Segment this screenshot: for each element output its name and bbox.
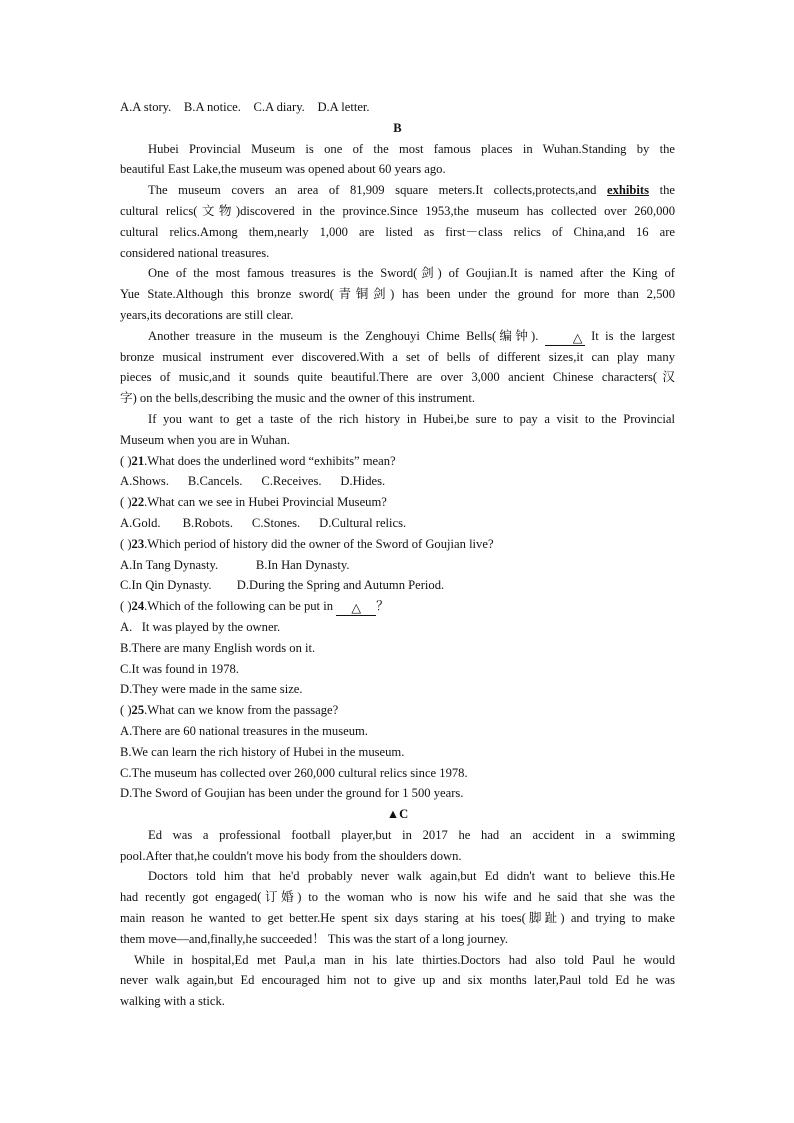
para-b4-line4: 字) on the bells,describing the music and the owner of this instrument.	[120, 391, 476, 406]
para-b3-line2: Yue State.Although this bronze sword(青铜剑) has been under the ground for more than 2,500	[120, 287, 675, 302]
blank-triangle: △	[545, 331, 585, 346]
question-text: .Which period of history did the owner of the Sword of Goujian live?	[144, 536, 494, 551]
option: C.Stones.	[251, 515, 301, 530]
option: D.The Sword of Goujian has been under the ground for 1 500 years.	[120, 786, 464, 801]
para-b4-text-before: Another treasure in the museum is the Zenghouyi Chime Bells(编钟).	[148, 328, 539, 343]
para-b2-text-after: the	[659, 183, 675, 198]
para-b4-line2: bronze musical instrument ever discovered.With a set of bells of different sizes,it can play many	[120, 349, 675, 364]
option: D.Cultural relics.	[319, 515, 407, 530]
para-b1-line2: beautiful East Lake,the museum was opened about 60 years ago.	[120, 162, 446, 177]
option: B.Robots.	[182, 515, 234, 530]
option: D.During the Spring and Autumn Period.	[236, 578, 445, 593]
option-c: C.A diary.	[253, 100, 305, 114]
answer-bracket[interactable]: ( )	[120, 599, 132, 614]
para-c2-line3: main reason he wanted to get better.He spent six days staring at his toes(脚趾) and trying to make	[120, 911, 675, 926]
option-b: B.A notice.	[183, 100, 241, 114]
option: C.In Qin Dynasty.	[120, 578, 212, 593]
para-c3-line1: While in hospital,Ed met Paul,a man in his late thirties.Doctors had also told Paul he would	[134, 952, 675, 967]
option: A.There are 60 national treasures in the museum.	[120, 723, 368, 738]
para-b2-text-before: The museum covers an area of 81,909 square meters.It collects,protects,and	[148, 183, 597, 198]
question-number: 23	[131, 536, 145, 551]
para-b3-line3: years,its decorations are still clear.	[120, 307, 294, 322]
blank-triangle: △	[336, 601, 376, 616]
answer-bracket[interactable]: ( )	[120, 453, 132, 468]
option: D.Hides.	[340, 474, 386, 489]
option: B.Cancels.	[187, 474, 243, 489]
option: C.Receives.	[261, 474, 322, 489]
question-number: 24	[131, 599, 145, 614]
question-text: .Which of the following can be put in	[144, 599, 333, 614]
option-d: D.A letter.	[317, 100, 370, 114]
document-page	[120, 97, 675, 1012]
underlined-word-exhibits: exhibits	[607, 183, 650, 198]
answer-bracket[interactable]: ( )	[120, 703, 132, 718]
answer-bracket[interactable]: ( )	[120, 536, 132, 551]
para-c3-line2: never walk again,but Ed encouraged him not to give up and six months later,Paul told Ed he was	[120, 973, 675, 988]
option: A.Gold.	[120, 515, 161, 530]
question-23	[120, 534, 675, 555]
question-23-options-row1	[120, 555, 675, 576]
para-b3-line1: One of the most famous treasures is the Sword(剑) of Goujian.It is named after the King of	[148, 266, 675, 281]
header-options	[120, 97, 675, 118]
question-24	[120, 596, 675, 617]
para-c3-line3: walking with a stick.	[120, 994, 225, 1009]
question-text: .What does the underlined word “exhibits” mean?	[144, 453, 396, 468]
question-number: 21	[131, 453, 145, 468]
question-23-options-row2	[120, 575, 675, 596]
answer-bracket[interactable]: ( )	[120, 495, 132, 510]
para-b2-line2: cultural relics(文物)discovered in the province.Since 1953,the museum has collected over 260,000	[120, 203, 675, 218]
option: A.In Tang Dynasty.	[120, 557, 219, 572]
option: A.Shows.	[120, 474, 169, 489]
para-b2-line4: considered national treasures.	[120, 245, 270, 260]
para-b2-line1	[120, 180, 675, 201]
para-b5-line2: Museum when you are in Wuhan.	[120, 432, 290, 447]
para-b4-line1	[120, 326, 675, 347]
option: D.They were made in the same size.	[120, 682, 303, 697]
question-number: 22	[131, 495, 145, 510]
para-c1-line1: Ed was a professional football player,but in 2017 he had an accident in a swimming	[148, 827, 675, 842]
option: B.We can learn the rich history of Hubei in the museum.	[120, 744, 405, 759]
section-c-title: ▲C	[386, 807, 409, 822]
question-22	[120, 492, 675, 513]
para-b5-line1: If you want to get a taste of the rich history in Hubei,be sure to pay a visit to the Provincial	[148, 411, 675, 426]
section-b-title: B	[393, 120, 402, 135]
para-c2-line4: them move—and,finally,he succeeded！ This was the start of a long journey.	[120, 931, 509, 946]
option: A. It was played by the owner.	[120, 619, 281, 634]
question-21-options	[120, 471, 675, 492]
question-number: 25	[131, 703, 145, 718]
option: B.In Han Dynasty.	[255, 557, 350, 572]
question-text: .What can we see in Hubei Provincial Museum?	[144, 495, 387, 510]
question-25	[120, 700, 675, 721]
question-22-options	[120, 513, 675, 534]
para-b2-line3: cultural relics.Among them,nearly 1,000 are listed as first－class relics of China,and 16 are	[120, 224, 675, 239]
para-b4-line3: pieces of music,and it sounds quite beautiful.There are over 3,000 ancient Chinese characters(汉	[120, 370, 675, 385]
option: B.There are many English words on it.	[120, 640, 316, 655]
option: C.It was found in 1978.	[120, 661, 239, 676]
para-c2-line2: had recently got engaged(订婚) to the woman who is now his wife and he said that she was the	[120, 890, 675, 905]
question-end-mark: ？	[376, 599, 389, 614]
para-c1-line2: pool.After that,he couldn't move his body from the shoulders down.	[120, 848, 462, 863]
question-text: .What can we know from the passage?	[144, 703, 339, 718]
option-a: A.A story.	[120, 100, 172, 114]
para-c2-line1: Doctors told him that he'd probably never walk again,but Ed didn't want to believe this.He	[148, 869, 675, 884]
option: C.The museum has collected over 260,000 cultural relics since 1978.	[120, 765, 468, 780]
question-21	[120, 451, 675, 472]
para-b4-text-after: It is the largest	[591, 328, 675, 343]
para-b1-line1: Hubei Provincial Museum is one of the most famous places in Wuhan.Standing by the	[148, 141, 675, 156]
